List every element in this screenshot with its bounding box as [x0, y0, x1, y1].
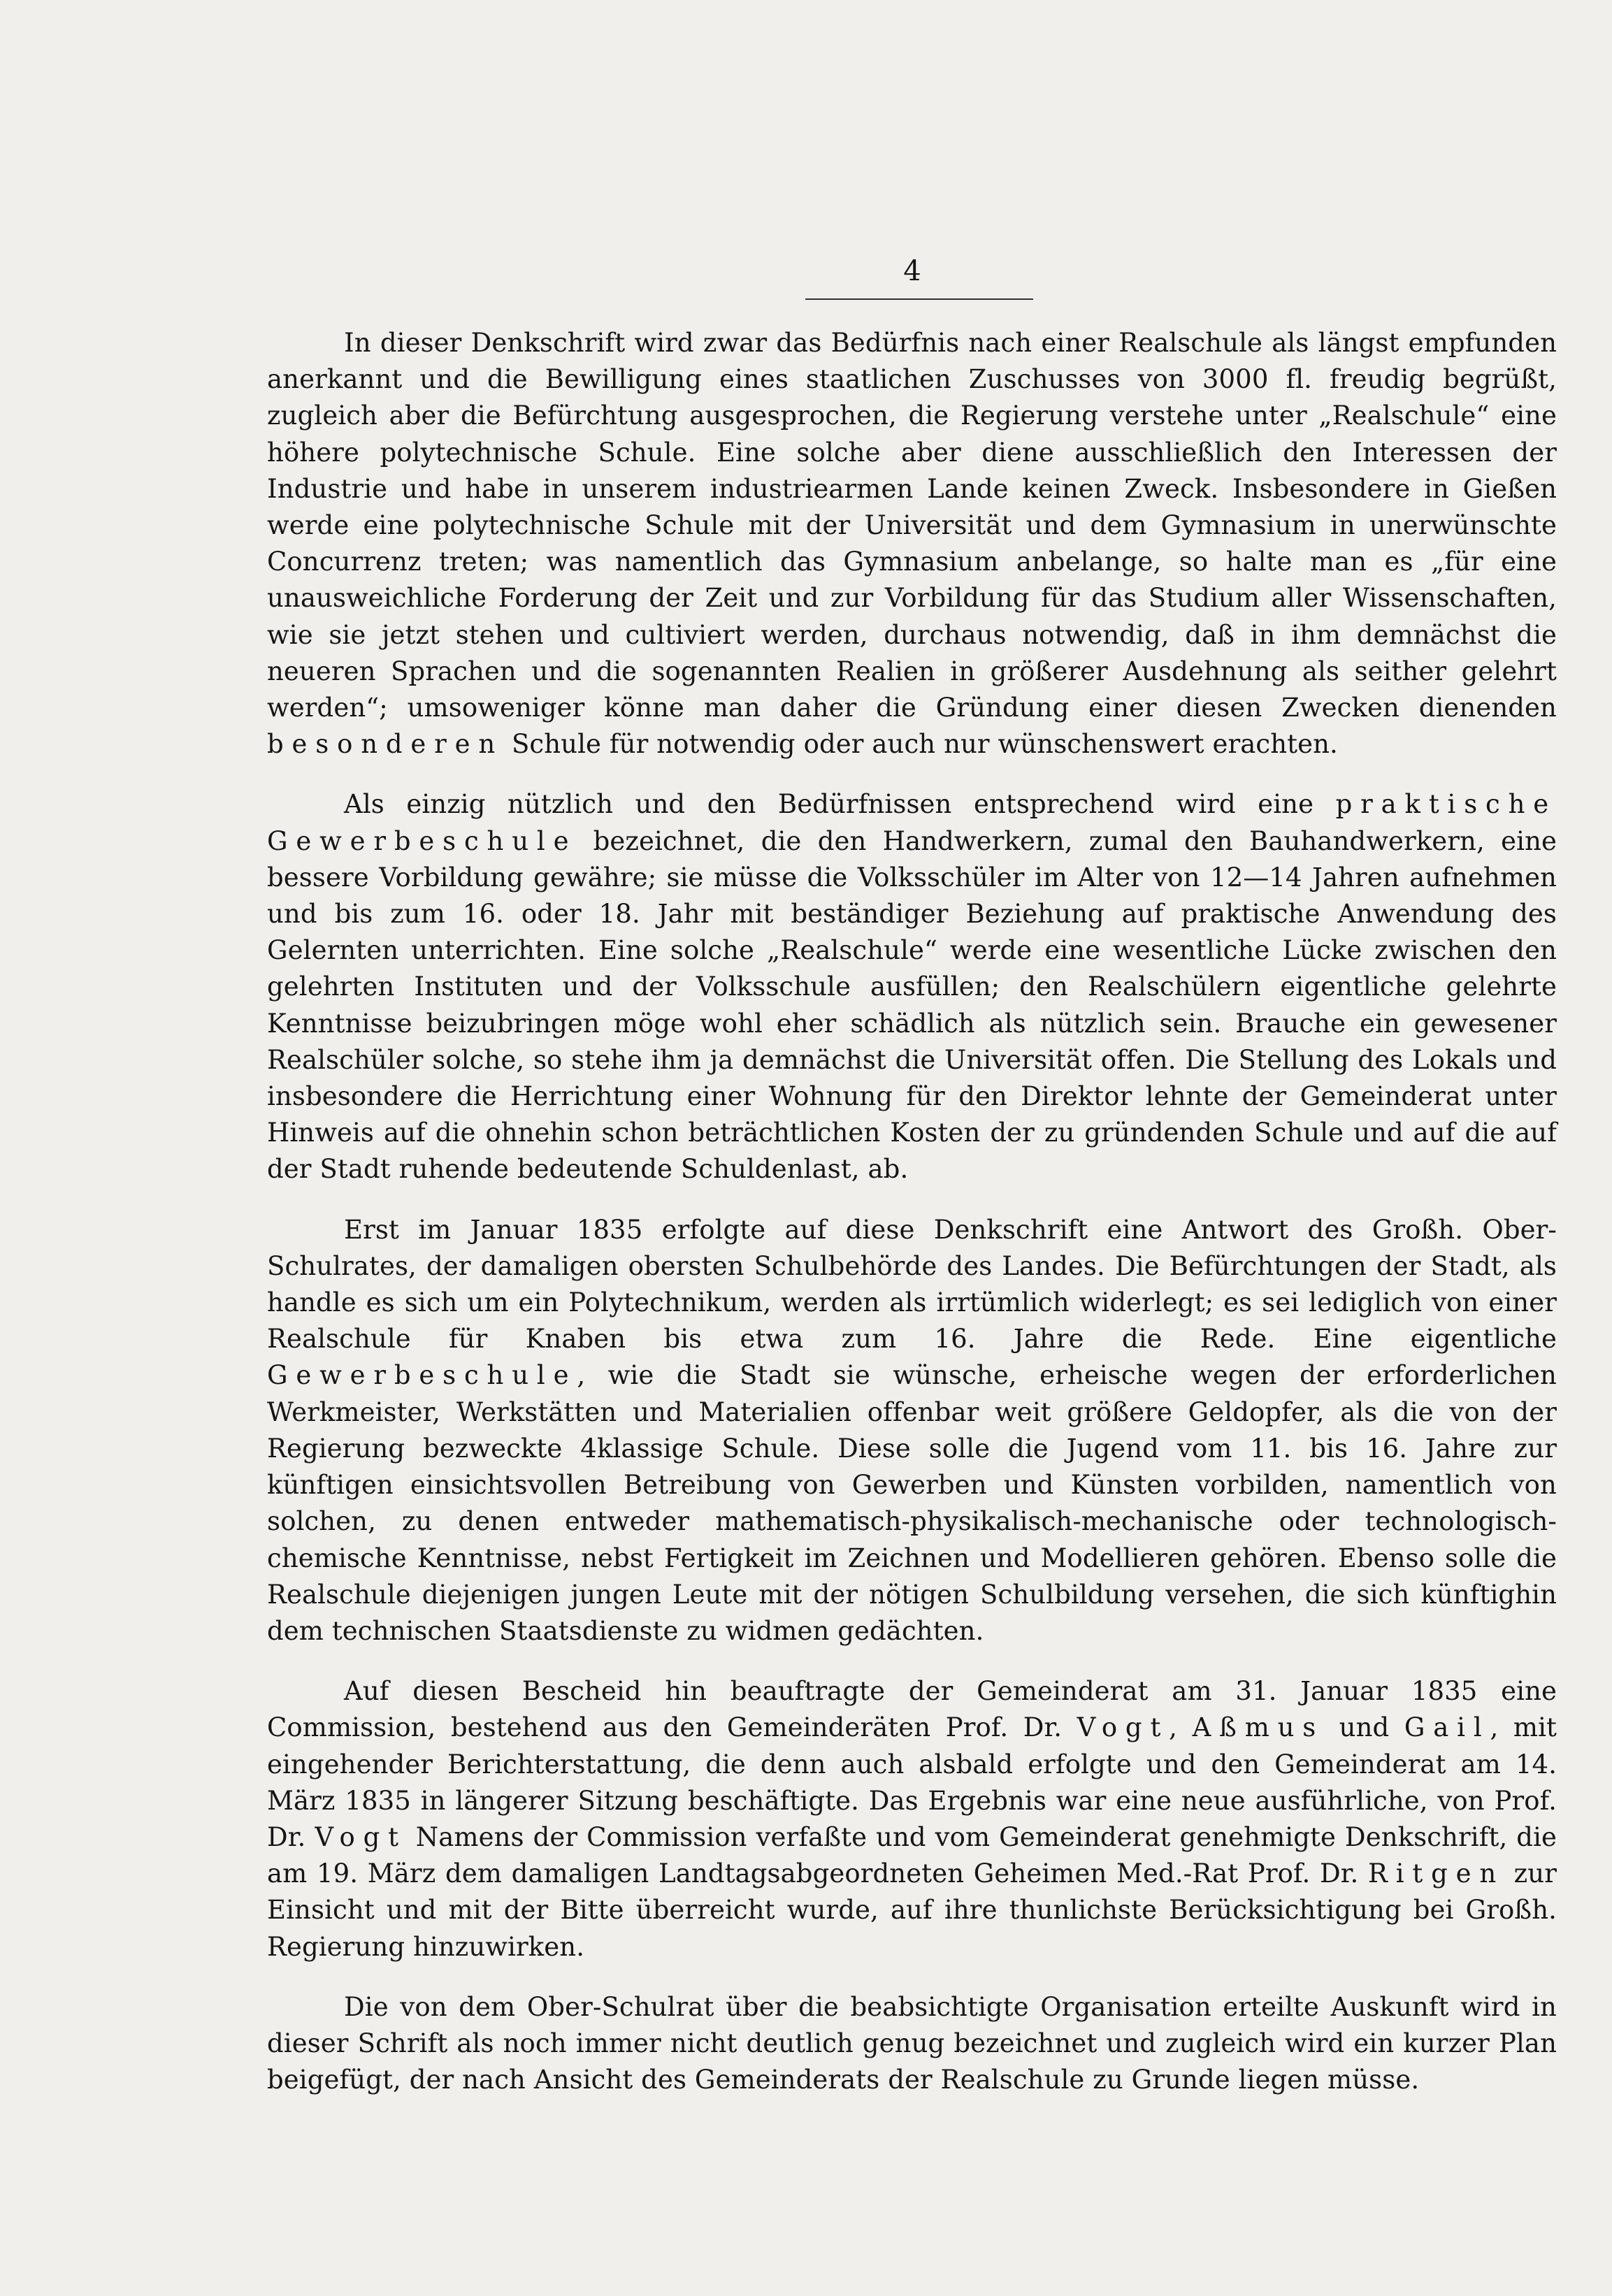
paragraph-3 — [267, 1212, 1557, 1649]
text-run: Erst im Januar 1835 erfolgte auf diese Denkschrift eine Antwort des Großh. Ober-Schulrates, der damaligen obersten Schulbehörde des Landes. Die Befürchtungen der Stadt, als handle es sich um ein Polytechnikum, werden als irrtümlich widerlegt; es sei lediglich von einer Realschule für Knaben bis etwa zum 16. Jahre die Rede. Eine eigentliche — [267, 1214, 1557, 1355]
text-run: In dieser Denkschrift wird zwar das Bedürfnis nach einer Realschule als längst empfunden anerkannt und die Bewilligung eines staatlichen Zuschusses von 3000 fl. freudig begrüßt, zugleich aber die Befürchtung ausgesprochen, die Regierung verstehe unter „Realschule“ eine höhere polytechnische Schule. Eine solche aber diene ausschließlich den Interessen der Industrie und habe in unserem industriearmen Lande keinen Zweck. Insbesondere in Gießen werde eine polytechnische Schule mit der Universität und dem Gymnasium in unerwünschte Concurrenz treten; was namentlich das Gymnasium anbelange, so halte man es „für eine unausweichliche Forderung der Zeit und zur Vorbildung für das Studium aller Wissenschaften, wie sie jetzt stehen und cultiviert werden, durchaus notwendig, daß in ihm demnächst die neueren Sprachen und die sogenannten Realien in größerer Ausdehnung als seither gelehrt werden“; umsoweniger könne man daher die Gründung einer diesen Zwecken dienenden — [267, 328, 1557, 723]
text-run: Als einzig nützlich und den Bedürfnissen entsprechend wird eine — [344, 789, 1336, 820]
person-name: Ritgen — [1368, 1858, 1505, 1889]
paragraph-5 — [267, 1989, 1557, 2099]
person-name: Vogt — [1077, 1712, 1170, 1743]
paragraph-4 — [267, 1673, 1557, 1965]
text-run: , — [1169, 1712, 1193, 1743]
paragraph-1 — [267, 325, 1557, 763]
person-name: Gail — [1404, 1712, 1490, 1743]
text-run: zur Einsicht und mit der Bitte überreicht wurde, auf ihre thunlichste Berücksichtigung bei Großh. Regierung hinzuwirken. — [267, 1858, 1557, 1962]
text-run: Auf diesen Bescheid hin beauftragte der Gemeinderat am 31. Januar 1835 eine Commission, bestehend aus den Gemeinderäten Prof. Dr. — [267, 1676, 1557, 1743]
page-number: 4 — [903, 255, 921, 287]
text-run: bezeichnet, die den Handwerkern, zumal den Bauhandwerkern, eine bessere Vorbildung gewähre; sie müsse die Volksschüler im Alter von 12—14 Jahren aufnehmen und bis zum 16. oder 18. Jahr mit beständiger Beziehung auf praktische Anwendung des Gelernten unterrichten. Eine solche „Realschule“ werde eine wesentliche Lücke zwischen den gelehrten Instituten und der Volksschule ausfüllen; den Realschülern eigentliche gelehrte Kenntnisse beizubringen möge wohl eher schädlich als nützlich sein. Brauche ein gewesener Realschüler solche, so stehe ihm ja demnächst die Universität offen. Die Stellung des Lokals und insbesondere die Herrichtung einer Wohnung für den Direktor lehnte der Gemeinderat unter Hinweis auf die ohnehin schon beträchtlichen Kosten der zu gründenden Schule und auf die auf der Stadt ruhende bedeutende Schuldenlast, ab. — [267, 825, 1557, 1185]
person-name: Aßmus — [1192, 1712, 1325, 1743]
text-run: , wie die Stadt sie wünsche, erheische wegen der erforderlichen Werkmeister, Werkstätten und Materialien offenbar weit größere Geldopfer, als die von der Regierung bezweckte 4klassige Schule. Diese solle die Jugend vom 11. bis 16. Jahre zur künftigen einsichtsvollen Betreibung von Gewerben und Künsten vorbilden, namentlich von solchen, zu denen entweder mathematisch-physikalisch-mechanische oder technologisch-chemische Kenntnisse, nebst Fertigkeit im Zeichnen und Modellieren gehören. Ebenso solle die Realschule diejenigen jungen Leute mit der nötigen Schulbildung versehen, die sich künftighin dem technischen Staatsdienste zu widmen gedächten. — [267, 1360, 1557, 1646]
emphasized-term: praktische Gewerbeschule — [267, 789, 1557, 856]
emphasized-word: besonderen — [267, 729, 504, 760]
text-run: Die von dem Ober-Schulrat über die beabsichtigte Organisation erteilte Auskunft wird in dieser Schrift als noch immer nicht deutlich genug bezeichnet und zugleich wird ein kurzer Plan beigefügt, der nach Ansicht des Gemeinderats der Realschule zu Grunde liegen müsse. — [267, 1991, 1557, 2095]
page-number-rule — [805, 298, 1033, 300]
paragraph-2 — [267, 786, 1557, 1187]
text-run: , mit eingehender Berichterstattung, die denn auch alsbald erfolgte und den Gemeinderat am 14. März 1835 in längerer Sitzung beschäftigte. Das Ergebnis war eine neue ausführliche, von Prof. Dr. — [267, 1712, 1557, 1852]
emphasized-term: Gewerbeschule — [267, 1360, 577, 1391]
text-run: Namens der Commission verfaßte und vom Gemeinderat genehmigte Denkschrift, die am 19. März dem damaligen Landtagsabgeordneten Geheimen Med.-Rat Prof. Dr. — [267, 1821, 1557, 1889]
text-run: und — [1324, 1712, 1404, 1743]
person-name: Vogt — [315, 1821, 407, 1852]
body-text — [267, 325, 1557, 2098]
text-run: Schule für notwendig oder auch nur wünschenswert erachten. — [503, 729, 1338, 760]
